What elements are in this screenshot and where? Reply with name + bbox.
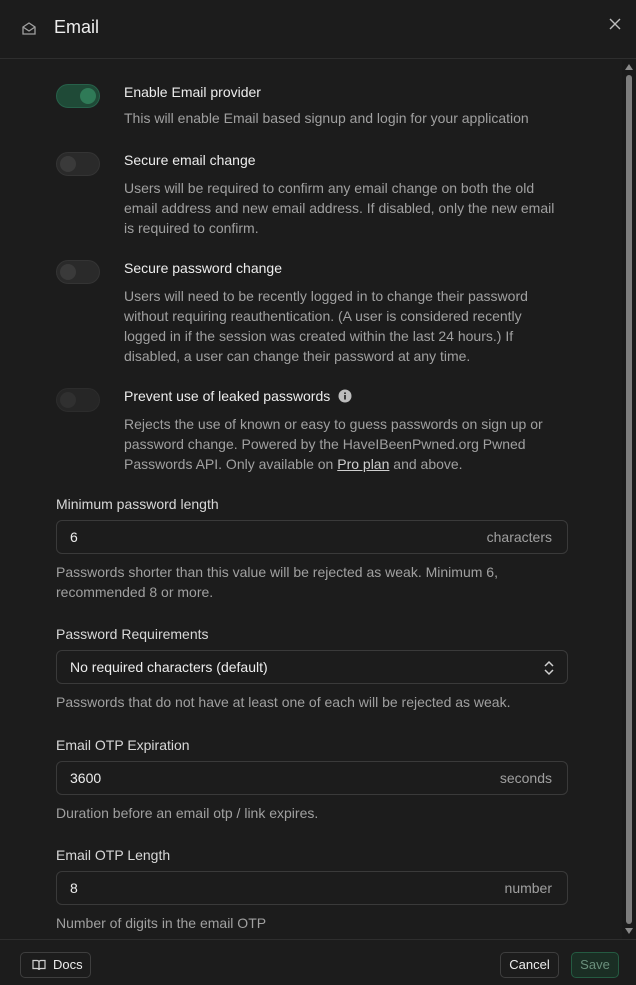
secure-email-change-toggle[interactable]: [56, 152, 100, 176]
info-icon[interactable]: [338, 389, 352, 403]
otp-length-help: Number of digits in the email OTP: [56, 915, 267, 931]
close-icon[interactable]: [605, 14, 625, 34]
toggle-title: Secure email change: [124, 152, 256, 168]
input-unit: characters: [486, 529, 552, 545]
otp-expiration-label: Email OTP Expiration: [56, 737, 190, 753]
input-unit: number: [504, 880, 552, 896]
cancel-button[interactable]: Cancel: [500, 952, 559, 978]
scrollbar[interactable]: [622, 60, 636, 939]
scroll-up-arrow-icon[interactable]: [625, 63, 633, 71]
settings-content: [0, 60, 622, 939]
toggle-title: Secure password change: [124, 260, 282, 276]
docs-button[interactable]: [20, 952, 91, 978]
password-requirements-select[interactable]: [56, 650, 568, 684]
min-password-length-label: Minimum password length: [56, 496, 219, 512]
input-value: 8: [70, 880, 78, 896]
password-requirements-help: Passwords that do not have at least one of each will be rejected as weak.: [56, 694, 511, 710]
otp-expiration-help: Duration before an email otp / link expires.: [56, 805, 319, 821]
input-unit: seconds: [499, 770, 552, 786]
toggle-title-text: Prevent use of leaked passwords: [124, 388, 331, 404]
toggle-description: Users will be required to confirm any email change on both the old email address and new email address. If disabled, only the new email is required to confirm.: [124, 180, 555, 236]
panel-footer: [0, 939, 636, 985]
toggle-description: This will enable Email based signup and login for your application: [124, 110, 529, 126]
book-icon: [32, 959, 46, 971]
otp-length-label: Email OTP Length: [56, 847, 171, 863]
toggle-description: [124, 414, 564, 474]
toggle-title: [124, 388, 352, 404]
toggle-description: Users will need to be recently logged in to change their password without requiring reauthentication. (A user is considered recently logged in if the session was created within the last 24 hours.) If disabled, a user can change their password at any time.: [124, 288, 528, 364]
min-password-length-input[interactable]: [56, 520, 568, 554]
mail-icon: [21, 21, 37, 37]
otp-length-input[interactable]: [56, 871, 568, 905]
description-text-end: and above.: [389, 456, 463, 472]
docs-button-label: Docs: [53, 957, 83, 972]
pro-plan-link[interactable]: Pro plan: [337, 456, 390, 472]
input-value: 3600: [70, 770, 102, 786]
save-button[interactable]: Save: [571, 952, 619, 978]
prevent-leaked-passwords-toggle[interactable]: [56, 388, 100, 412]
otp-expiration-input[interactable]: [56, 761, 568, 795]
scrollbar-thumb[interactable]: [626, 75, 632, 924]
chevron-up-down-icon: [543, 660, 555, 676]
panel-header: [0, 0, 636, 59]
min-password-length-help: Passwords shorter than this value will be rejected as weak. Minimum 6, recommended 8 or more.: [56, 564, 498, 600]
enable-email-provider-toggle[interactable]: [56, 84, 100, 108]
secure-password-change-toggle[interactable]: [56, 260, 100, 284]
password-requirements-label: Password Requirements: [56, 626, 209, 642]
panel-title: Email: [54, 17, 100, 37]
select-value: No required characters (default): [70, 659, 268, 675]
input-value: 6: [70, 529, 78, 545]
toggle-title: Enable Email provider: [124, 84, 261, 100]
scroll-down-arrow-icon[interactable]: [625, 927, 633, 935]
description-text: Rejects the use of known or easy to guess passwords on sign up or password change. Powered by the HaveIBeenPwned.org Pwned Passwords API. Only available on: [124, 416, 543, 472]
